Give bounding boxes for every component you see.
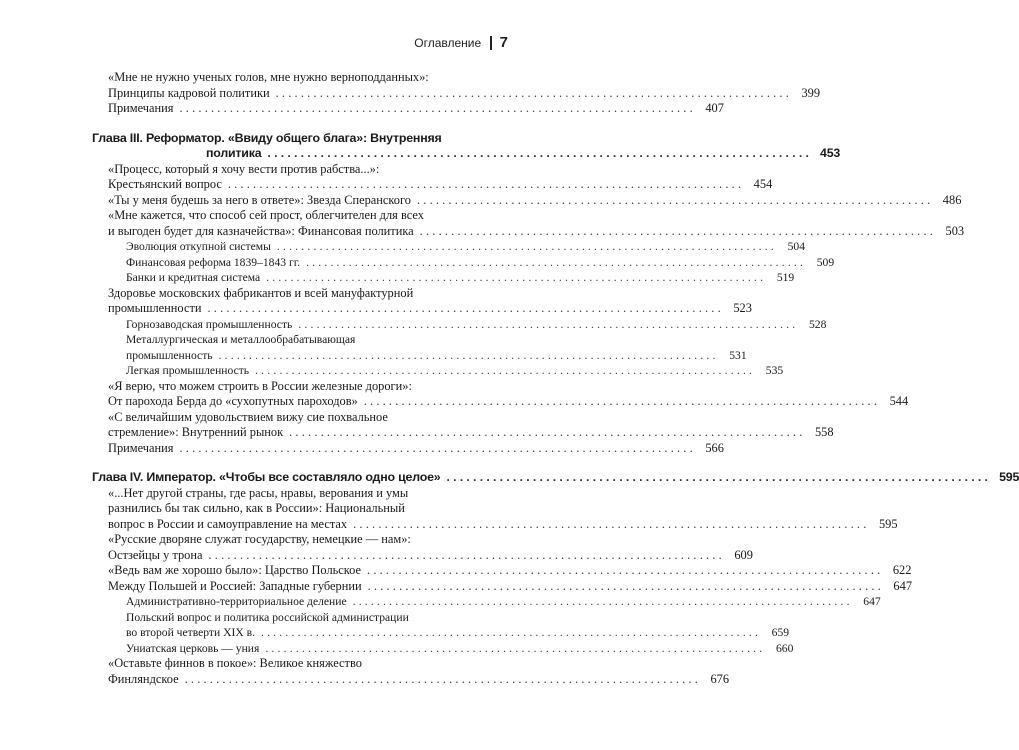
toc-subentry: Эволюция откупной системы .................................................................................. 504	[126, 240, 805, 253]
leader-dots: ..................................................................................	[419, 223, 937, 238]
chapter-heading: Глава III. Реформатор. «Ввиду общего блага»: Внутренняя политика .................................................................................. 453	[92, 130, 841, 160]
leader-dots: ..................................................................................	[367, 578, 885, 593]
leader-dots: ..................................................................................	[289, 425, 806, 439]
toc-page: 399	[801, 85, 821, 100]
toc-page: 566	[705, 440, 724, 455]
toc-entry: «Ты у меня будешь за него в ответе»: Звезда Сперанского .................................................................................. 486	[108, 192, 962, 207]
toc-entry: «...Нет другой страны, где расы, нравы, верования и умы разнились бы так сильно, как в России»: Национальный вопрос в России и самоуправление на местах .................................................................................. 595	[108, 485, 898, 531]
running-header	[414, 34, 508, 51]
toc-page: 660	[776, 641, 794, 655]
toc-subentry: Горнозаводская промышленность .................................................................................. 528	[126, 317, 827, 331]
toc-entry: Между Польшей и Россией: Западные губернии .................................................................................. 647	[108, 578, 913, 593]
toc-entry: Примечания .................................................................................. 407	[108, 101, 724, 115]
chapter-heading: Глава IV. Император. «Чтобы все составляло одно целое» .................................................................................. 595	[92, 470, 1019, 484]
leader-dots: ..................................................................................	[298, 317, 799, 331]
toc-page: 523	[733, 301, 752, 315]
leader-dots: ..................................................................................	[363, 394, 881, 408]
toc-entry: «Мне не нужно ученых голов, мне нужно верноподданных»: Принципы кадровой политики .................................................................................. 399	[108, 70, 821, 100]
toc-subentry: Банки и кредитная система .................................................................................. 519	[126, 271, 795, 284]
section-title: Оглавление	[414, 35, 482, 50]
leader-dots: ..................................................................................	[260, 626, 762, 639]
toc-entry: «С величайшим удовольствием вижу сие похвальное стремление»: Внутренний рынок .................................................................................. 558	[108, 409, 834, 439]
leader-dots: ..................................................................................	[306, 255, 807, 269]
toc-page: 676	[710, 671, 730, 686]
toc-subentry: Металлургическая и металлообрабатывающая промышленность .................................................................................. 531	[126, 333, 747, 362]
leader-dots: ..................................................................................	[218, 348, 719, 362]
toc-page: 528	[809, 317, 827, 331]
toc-entry: Здоровье московских фабрикантов и всей мануфактурной промышленности .................................................................................. 523	[108, 285, 752, 315]
toc-page: 595	[999, 470, 1019, 484]
leader-dots: ..................................................................................	[275, 85, 793, 100]
table-of-contents	[92, 70, 1019, 687]
toc-page: 486	[942, 192, 962, 207]
leader-dots: ..................................................................................	[265, 641, 766, 655]
toc-entry: Примечания .................................................................................. 566	[108, 440, 724, 455]
leader-dots: ..................................................................................	[255, 364, 756, 377]
toc-page: 558	[814, 425, 834, 439]
toc-entry: «Мне кажется, что способ сей прост, облегчителен для всех и выгоден будет для казначейства»: Финансовая политика .................................................................................. 503	[108, 208, 965, 238]
leader-dots: ..................................................................................	[266, 271, 767, 284]
toc-page: 544	[889, 394, 909, 408]
toc-page: 659	[771, 626, 790, 639]
leader-dots: ..................................................................................	[367, 563, 884, 577]
leader-dots: ..................................................................................	[184, 671, 702, 686]
toc-subentry: Финансовая реформа 1839–1843 гг. .................................................................................. 509	[126, 255, 835, 269]
toc-subentry: Униатская церковь — уния .................................................................................. 660	[126, 641, 794, 655]
toc-subentry: Административно-территориальное деление .................................................................................. 647	[126, 595, 881, 608]
leader-dots: ..................................................................................	[267, 146, 813, 160]
header-divider	[490, 36, 492, 50]
leader-dots: ..................................................................................	[352, 595, 853, 608]
toc-subentry: Польский вопрос и политика российской администрации во второй четверти XIX в. .................................................................................. 659	[126, 610, 790, 639]
leader-dots: ..................................................................................	[207, 301, 724, 315]
toc-page: 454	[753, 177, 773, 191]
leader-dots: ..................................................................................	[179, 101, 696, 115]
toc-page: 647	[893, 578, 913, 593]
toc-page: 509	[816, 255, 835, 269]
leader-dots: ..................................................................................	[227, 177, 745, 191]
toc-page: 504	[787, 240, 805, 253]
toc-page: 531	[729, 348, 747, 362]
toc-entry: «Русские дворяне служат государству, немецкие — нам»: Остзейцы у трона .................................................................................. 609	[108, 532, 753, 562]
leader-dots: ..................................................................................	[276, 240, 777, 253]
toc-page: 609	[734, 547, 753, 562]
toc-page: 519	[776, 271, 795, 284]
leader-dots: ..................................................................................	[446, 470, 992, 484]
toc-page: 453	[820, 146, 841, 160]
toc-entry: «Ведь вам же хорошо было»: Царство Польское .................................................................................. 622	[108, 563, 912, 577]
leader-dots: ..................................................................................	[353, 516, 870, 531]
toc-page: 407	[705, 101, 724, 115]
toc-page: 535	[765, 364, 784, 377]
toc-page: 595	[878, 516, 898, 531]
page-number: 7	[499, 34, 508, 51]
leader-dots: ..................................................................................	[179, 440, 696, 455]
toc-entry: «Процесс, который я хочу вести против рабства...»: Крестьянский вопрос .................................................................................. 454	[108, 161, 773, 191]
leader-dots: ..................................................................................	[208, 547, 725, 562]
toc-entry: «Я верю, что можем строить в России железные дороги»: От парохода Берда до «сухопутных пароходов» .................................................................................. 544	[108, 378, 909, 408]
leader-dots: ..................................................................................	[416, 192, 934, 207]
toc-page: 503	[945, 223, 965, 238]
toc-subentry: Легкая промышленность .................................................................................. 535	[126, 364, 784, 377]
toc-page: 647	[863, 595, 881, 608]
toc-entry: «Оставьте финнов в покое»: Великое княжество Финляндское .................................................................................. 676	[108, 656, 730, 686]
toc-page: 622	[892, 563, 912, 577]
